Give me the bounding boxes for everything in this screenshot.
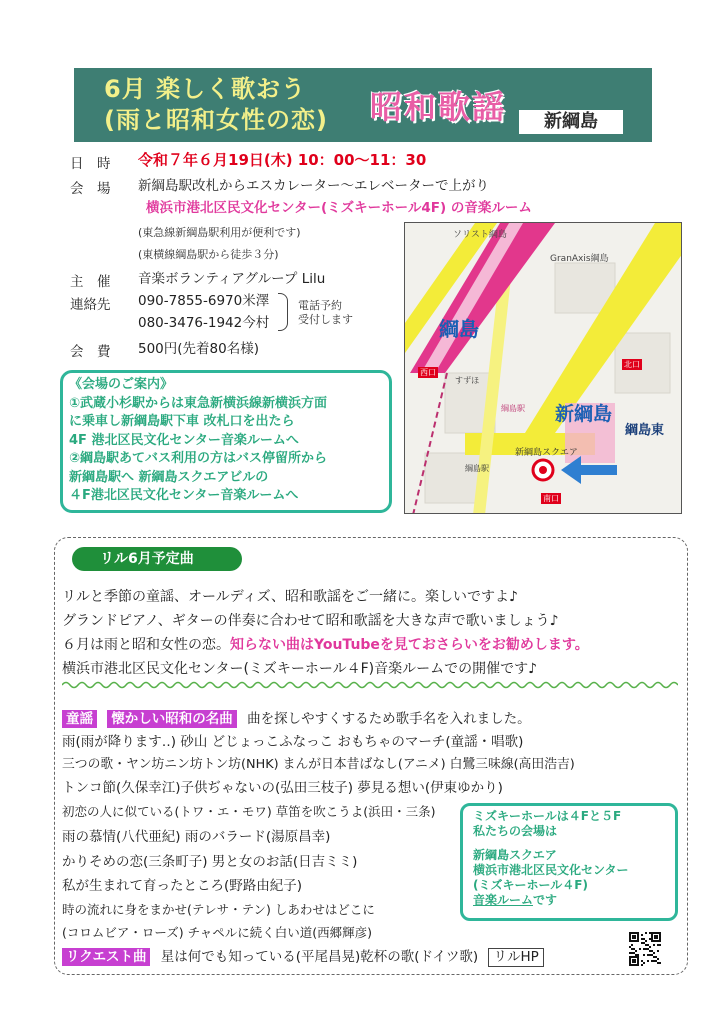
map-label-kitaguchi: 北口 — [624, 360, 640, 369]
event-title-line-2: (雨と昭和女性の恋) — [104, 106, 328, 134]
mizuki-line-2: 私たちの会場は — [473, 824, 558, 838]
access-line: ４F港北区民文化センター音楽ルームへ — [69, 488, 299, 503]
access-heading: 《会場のご案内》 — [69, 377, 174, 392]
program-badge: リル6月予定曲 — [72, 547, 242, 571]
map-label-granaxis: GranAxis綱島 — [550, 254, 609, 264]
song-line: 三つの歌・ヤン坊ニン坊トン坊(NHK) まんが日本昔ばなし(アニメ) 白鷺三味線(高田浩吉) — [62, 757, 575, 772]
map-label-tsunashima-station: 綱島駅 — [465, 464, 489, 473]
event-title-line-1: 6月 楽しく歌おう — [104, 75, 307, 103]
song-line: (コロムビア・ローズ) チャペルに続く白い道(西郷輝彦) — [62, 925, 372, 940]
song-line: 初恋の人に似ている(トワ・エ・モワ) 草笛を吹こうよ(浜田・三条) — [62, 804, 436, 819]
contact-label: 連絡先 — [70, 297, 111, 313]
mizuki-hall-box — [460, 803, 678, 921]
fee-label: 会 費 — [70, 344, 111, 360]
mizuki-line-6-suffix: です — [533, 893, 558, 907]
access-guide-box — [60, 370, 392, 513]
song-line: 雨の慕情(八代亜紀) 雨のバラード(湯原昌幸) — [62, 829, 331, 845]
intro-line-3-text: ６月は雨と昭和女性の恋。 — [62, 637, 230, 653]
map-label-tsunashima-higashi: 綱島東 — [625, 423, 665, 438]
intro-line-4: 横浜市港北区民文化センター(ミズキーホール４F)音楽ルームでの開催です♪ — [62, 661, 538, 677]
map-label-suzu: すずほ — [455, 376, 480, 385]
host-label: 主 催 — [70, 274, 111, 290]
request-songs: 星は何でも知っている(平尾昌晃)乾杯の歌(ドイツ歌) — [160, 949, 479, 965]
access-line: に乗車し新綱島駅下車 改札口を出たら — [69, 414, 295, 429]
song-header-line — [62, 708, 531, 730]
wave-divider — [62, 680, 678, 690]
fee-value: 500円(先着80名様) — [138, 341, 259, 357]
date-value: 令和７年６月19日(木) 10：00～11：30 — [138, 151, 427, 169]
map-label-square: 新綱島スクエア — [515, 448, 578, 458]
access-line: ②綱島駅あてバス利用の方はバス停留所から — [69, 451, 328, 466]
intro-line-2: グランドピアノ、ギターの伴奏に合わせて昭和歌謡を大きな声で歌いましょう♪ — [62, 613, 559, 629]
song-line: 私が生まれて育ったところ(野路由紀子) — [62, 878, 303, 894]
mizuki-line-6 — [473, 893, 675, 908]
map-label-sorist: ソリスト綱島 — [453, 230, 507, 240]
map-label-tsunashima: 綱島 — [439, 317, 479, 341]
venue-label: 会 場 — [70, 181, 111, 197]
date-label: 日 時 — [70, 156, 111, 172]
song-line: 時の流れに身をまかせ(テレサ・テン) しあわせはどこに — [62, 902, 375, 917]
mizuki-line-1: ミズキーホールは４Fと５F — [473, 809, 622, 823]
tag-doyo: 童謡 — [62, 710, 97, 728]
map-label-shin-tsunashima: 新綱島 — [555, 403, 613, 425]
access-line: ①武蔵小杉駅からは東急新横浜線新横浜方面 — [69, 395, 328, 411]
venue-line-2: 横浜市港北区民文化センター(ミズキーホール4F) の音楽ルーム — [146, 200, 532, 216]
header-banner — [74, 68, 652, 142]
intro-line-1: リルと季節の童謡、オールディズ、昭和歌謡をご一緒に。楽しいですよ♪ — [62, 589, 518, 605]
access-line: 4F 港北区民文化センター音楽ルームへ — [69, 432, 299, 448]
tag-natsukashii: 懐かしい昭和の名曲 — [107, 710, 237, 728]
contact-phone-2: 080-3476-1942今村 — [138, 315, 270, 331]
contact-bracket — [278, 293, 288, 331]
youtube-note: 知らない曲はYouTubeを見ておさらいをお勧めします。 — [230, 637, 589, 653]
host-value: 音楽ボランティアグループ Lilu — [138, 271, 326, 287]
song-line: かりそめの恋(三条町子) 男と女のお話(日吉ミミ) — [62, 854, 358, 870]
mizuki-line-3: 新綱島スクエア — [473, 848, 557, 862]
qr-code-icon[interactable] — [628, 931, 662, 967]
request-line — [62, 946, 544, 968]
genre-title: 昭和歌謡 — [370, 88, 507, 126]
song-line: 雨(雨が降ります‥) 砂山 どじょっこふなっこ おもちゃのマーチ(童謡・唱歌) — [62, 734, 524, 750]
phone-note-line-2: 受付します — [298, 313, 353, 326]
intro-line-3 — [62, 634, 589, 656]
map-label-nishiguchi: 西口 — [420, 368, 436, 377]
venue-note-2: (東横線綱島駅から徒歩３分) — [138, 248, 279, 261]
contact-phone-1: 090-7855-6970米澤 — [138, 293, 270, 309]
station-label: 新綱島 — [519, 110, 623, 134]
access-line: 新綱島駅へ 新綱島スクエアビルの — [69, 469, 269, 485]
mizuki-line-4: 横浜市港北区民文化センター — [473, 863, 629, 877]
mizuki-line-5: (ミズキーホール４F) — [473, 878, 588, 892]
tag-request: リクエスト曲 — [62, 948, 150, 966]
area-map — [404, 222, 682, 514]
lilu-hp-link[interactable]: リルHP — [488, 948, 543, 967]
venue-note-1: (東急線新綱島駅利用が便利です) — [138, 226, 301, 239]
phone-note — [298, 299, 353, 327]
music-room-text: 音楽ルーム — [473, 893, 534, 907]
song-line: トンコ節(久保幸江)子供ぢゃないの(弘田三枝子) 夢見る想い(伊東ゆかり) — [62, 780, 503, 796]
phone-note-line-1: 電話予約 — [298, 299, 342, 312]
songs-note: 曲を探しやすくするため歌手名を入れました。 — [247, 711, 531, 727]
map-label-minamiguchi: 南口 — [543, 494, 559, 503]
map-label-shin-station: 綱島駅 — [501, 404, 525, 413]
event-title — [104, 74, 328, 136]
venue-line-1: 新綱島駅改札からエスカレーター～エレベーターで上がり — [138, 178, 489, 194]
